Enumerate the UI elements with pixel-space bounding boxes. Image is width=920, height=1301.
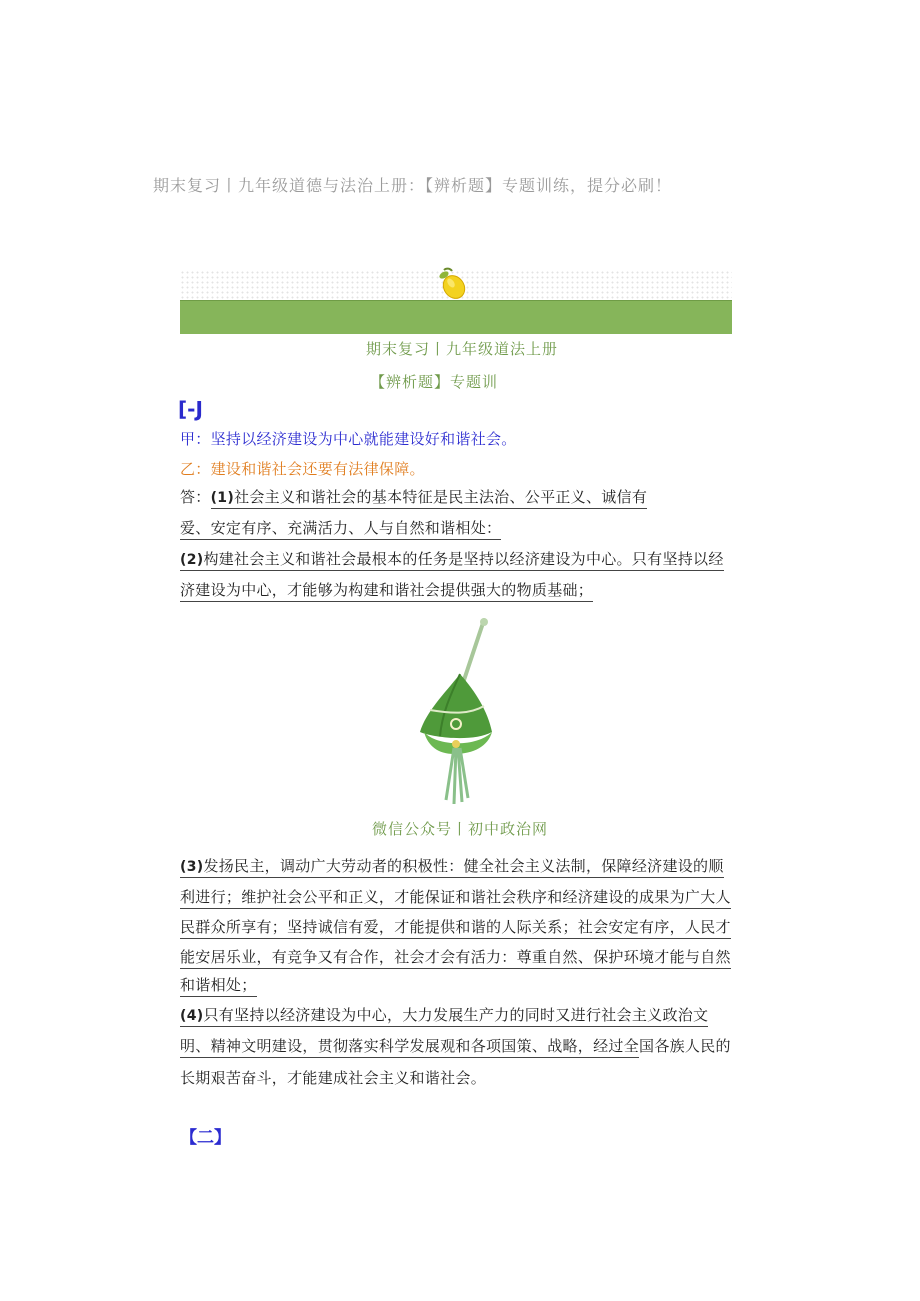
- p4-text-line1: 只有坚持以经济建设为中心，大力发展生产力的同时又进行社会主义政治文: [203, 1006, 709, 1024]
- banner-caption-line2: 【辨析题】专题训: [370, 373, 499, 391]
- p3-text-line4: 能安居乐业，有竞争又有合作，社会才会有活力：尊重自然、保护环境才能与自然: [180, 948, 731, 969]
- p4-text-line2b: 国各族人民的: [639, 1037, 731, 1055]
- banner-caption-line1: 期末复习丨九年级道法上册: [366, 340, 559, 358]
- p1-number: (1): [210, 490, 235, 506]
- statement-yi: 乙：建设和谐社会还要有法律保障。: [180, 460, 425, 478]
- p3-text-line5: 和谐相处；: [180, 976, 257, 997]
- answer-p3-line2: [180, 886, 731, 907]
- zongzi-icon: [404, 614, 504, 810]
- answer-p3-line5: [180, 974, 257, 995]
- answer-p4-line2: [180, 1035, 731, 1056]
- image-caption: 微信公众号丨初中政治网: [372, 820, 549, 838]
- banner-green-bar: [180, 300, 732, 334]
- p2-text-line2: 济建设为中心，才能够为构建和谐社会提供强大的物质基础；: [180, 581, 593, 602]
- answer-p1-line1: [180, 486, 647, 507]
- answer-p3-line3: [180, 916, 731, 937]
- p3-text-line3: 民群众所享有；坚持诚信有爱，才能提供和谐的人际关系；社会安定有序，人民才: [180, 918, 731, 939]
- section2-marker: 【二】: [180, 1128, 231, 1148]
- answer-p2-line1: [180, 548, 724, 569]
- p1-text-line1: 社会主义和谐社会的基本特征是民主法治、公平正义、诚信有: [234, 488, 648, 506]
- answer-p1-line2: [180, 517, 501, 538]
- article-title: 期末复习丨九年级道德与法治上册：【辨析题】专题训练，提分必刷！: [153, 176, 673, 195]
- answer-p2-line2: [180, 579, 593, 600]
- p3-number: (3): [180, 859, 204, 875]
- p3-text-line2: 利进行；维护社会公平和正义，才能保证和谐社会秩序和经济建设的成果为广大人: [180, 888, 731, 909]
- answer-p3-line4: [180, 946, 731, 967]
- p1-text-line2: 爱、安定有序、充满活力、人与自然和谐相处：: [180, 519, 501, 540]
- p2-number: (2): [180, 552, 204, 568]
- lemon-icon: [432, 266, 472, 302]
- answer-p4-line1: [180, 1004, 708, 1025]
- p3-text-line1: 发扬民主，调动广大劳动者的积极性：健全社会主义法制，保障经济建设的顺: [203, 857, 724, 875]
- decorative-banner: [180, 266, 732, 334]
- p4-text-line2a: 明、精神文明建设，贯彻落实科学发展观和各项国策、战略，经过全: [180, 1037, 639, 1058]
- statement-jia: 甲：坚持以经济建设为中心就能建设好和谐社会。: [180, 430, 517, 448]
- answer-prefix: 答：: [180, 488, 211, 506]
- section-marker: [-J: [178, 397, 203, 421]
- p2-text-line1: 构建社会主义和谐社会最根本的任务是坚持以经济建设为中心。只有坚持以经: [203, 550, 724, 568]
- answer-p3-line1: [180, 855, 724, 876]
- answer-p4-line3: 长期艰苦奋斗，才能建成社会主义和谐社会。: [180, 1069, 487, 1087]
- p4-number: (4): [180, 1008, 204, 1024]
